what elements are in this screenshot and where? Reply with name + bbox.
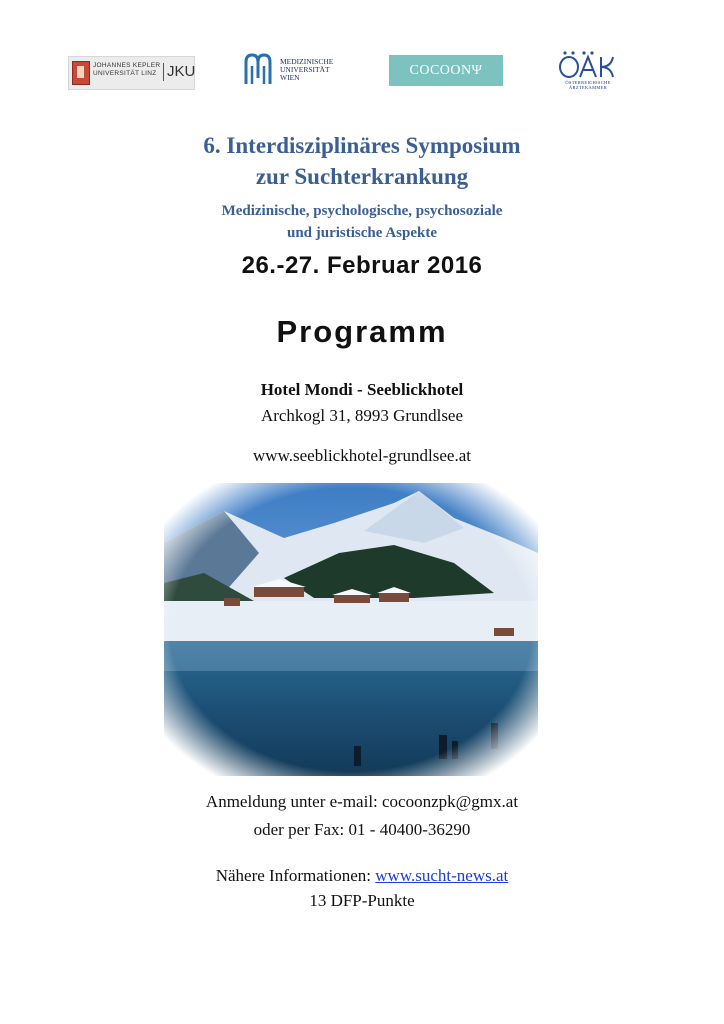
oak-logo [555, 48, 621, 92]
symposium-title [0, 130, 724, 192]
title-line-1: 6. Interdisziplinäres Symposium [203, 133, 521, 158]
program-heading: Programm [276, 314, 448, 349]
logo-bar [0, 46, 724, 96]
sucht-news-link[interactable]: www.sucht-news.at [375, 866, 509, 885]
venue-address: Archkogl 31, 8993 Grundlsee [260, 406, 464, 425]
oak-logo-text: ÖSTERREICHISCHE ÄRZTEKAMMER [565, 80, 611, 90]
meduni-wien-logo [243, 52, 349, 88]
subtitle-line-1: Medizinische, psychologische, psychosoziale [221, 203, 503, 219]
more-info [0, 866, 724, 886]
dfp-points: 13 DFP-Punkte [309, 891, 415, 910]
venue-name: Hotel Mondi - Seeblickhotel [260, 380, 464, 399]
jku-crest-icon [72, 61, 90, 85]
meduni-wien-logo-text: MEDIZINISCHE UNIVERSITÄT WIEN [280, 57, 334, 82]
jku-logo-text: JOHANNES KEPLER UNIVERSITÄT LINZ [93, 62, 161, 77]
lake-photo [164, 483, 538, 776]
cocoon-logo: COCOONΨ [389, 55, 503, 86]
oak-mark-icon [555, 48, 621, 80]
meduni-wien-mark-icon [243, 52, 277, 88]
venue-website: www.seeblickhotel-grundlsee.at [253, 446, 471, 465]
registration-email: Anmeldung unter e-mail: cocoonzpk@gmx.at [205, 792, 519, 811]
title-line-2: zur Suchterkrankung [255, 164, 469, 189]
jku-logo [68, 56, 195, 90]
jku-logo-short: JKU [163, 63, 195, 81]
more-info-label: Nähere Informationen: [215, 866, 376, 885]
symposium-subtitle [0, 200, 724, 244]
event-date: 26.-27. Februar 2016 [241, 252, 483, 279]
registration-fax: oder per Fax: 01 - 40400-36290 [253, 820, 471, 839]
subtitle-line-2: und juristische Aspekte [286, 225, 438, 241]
